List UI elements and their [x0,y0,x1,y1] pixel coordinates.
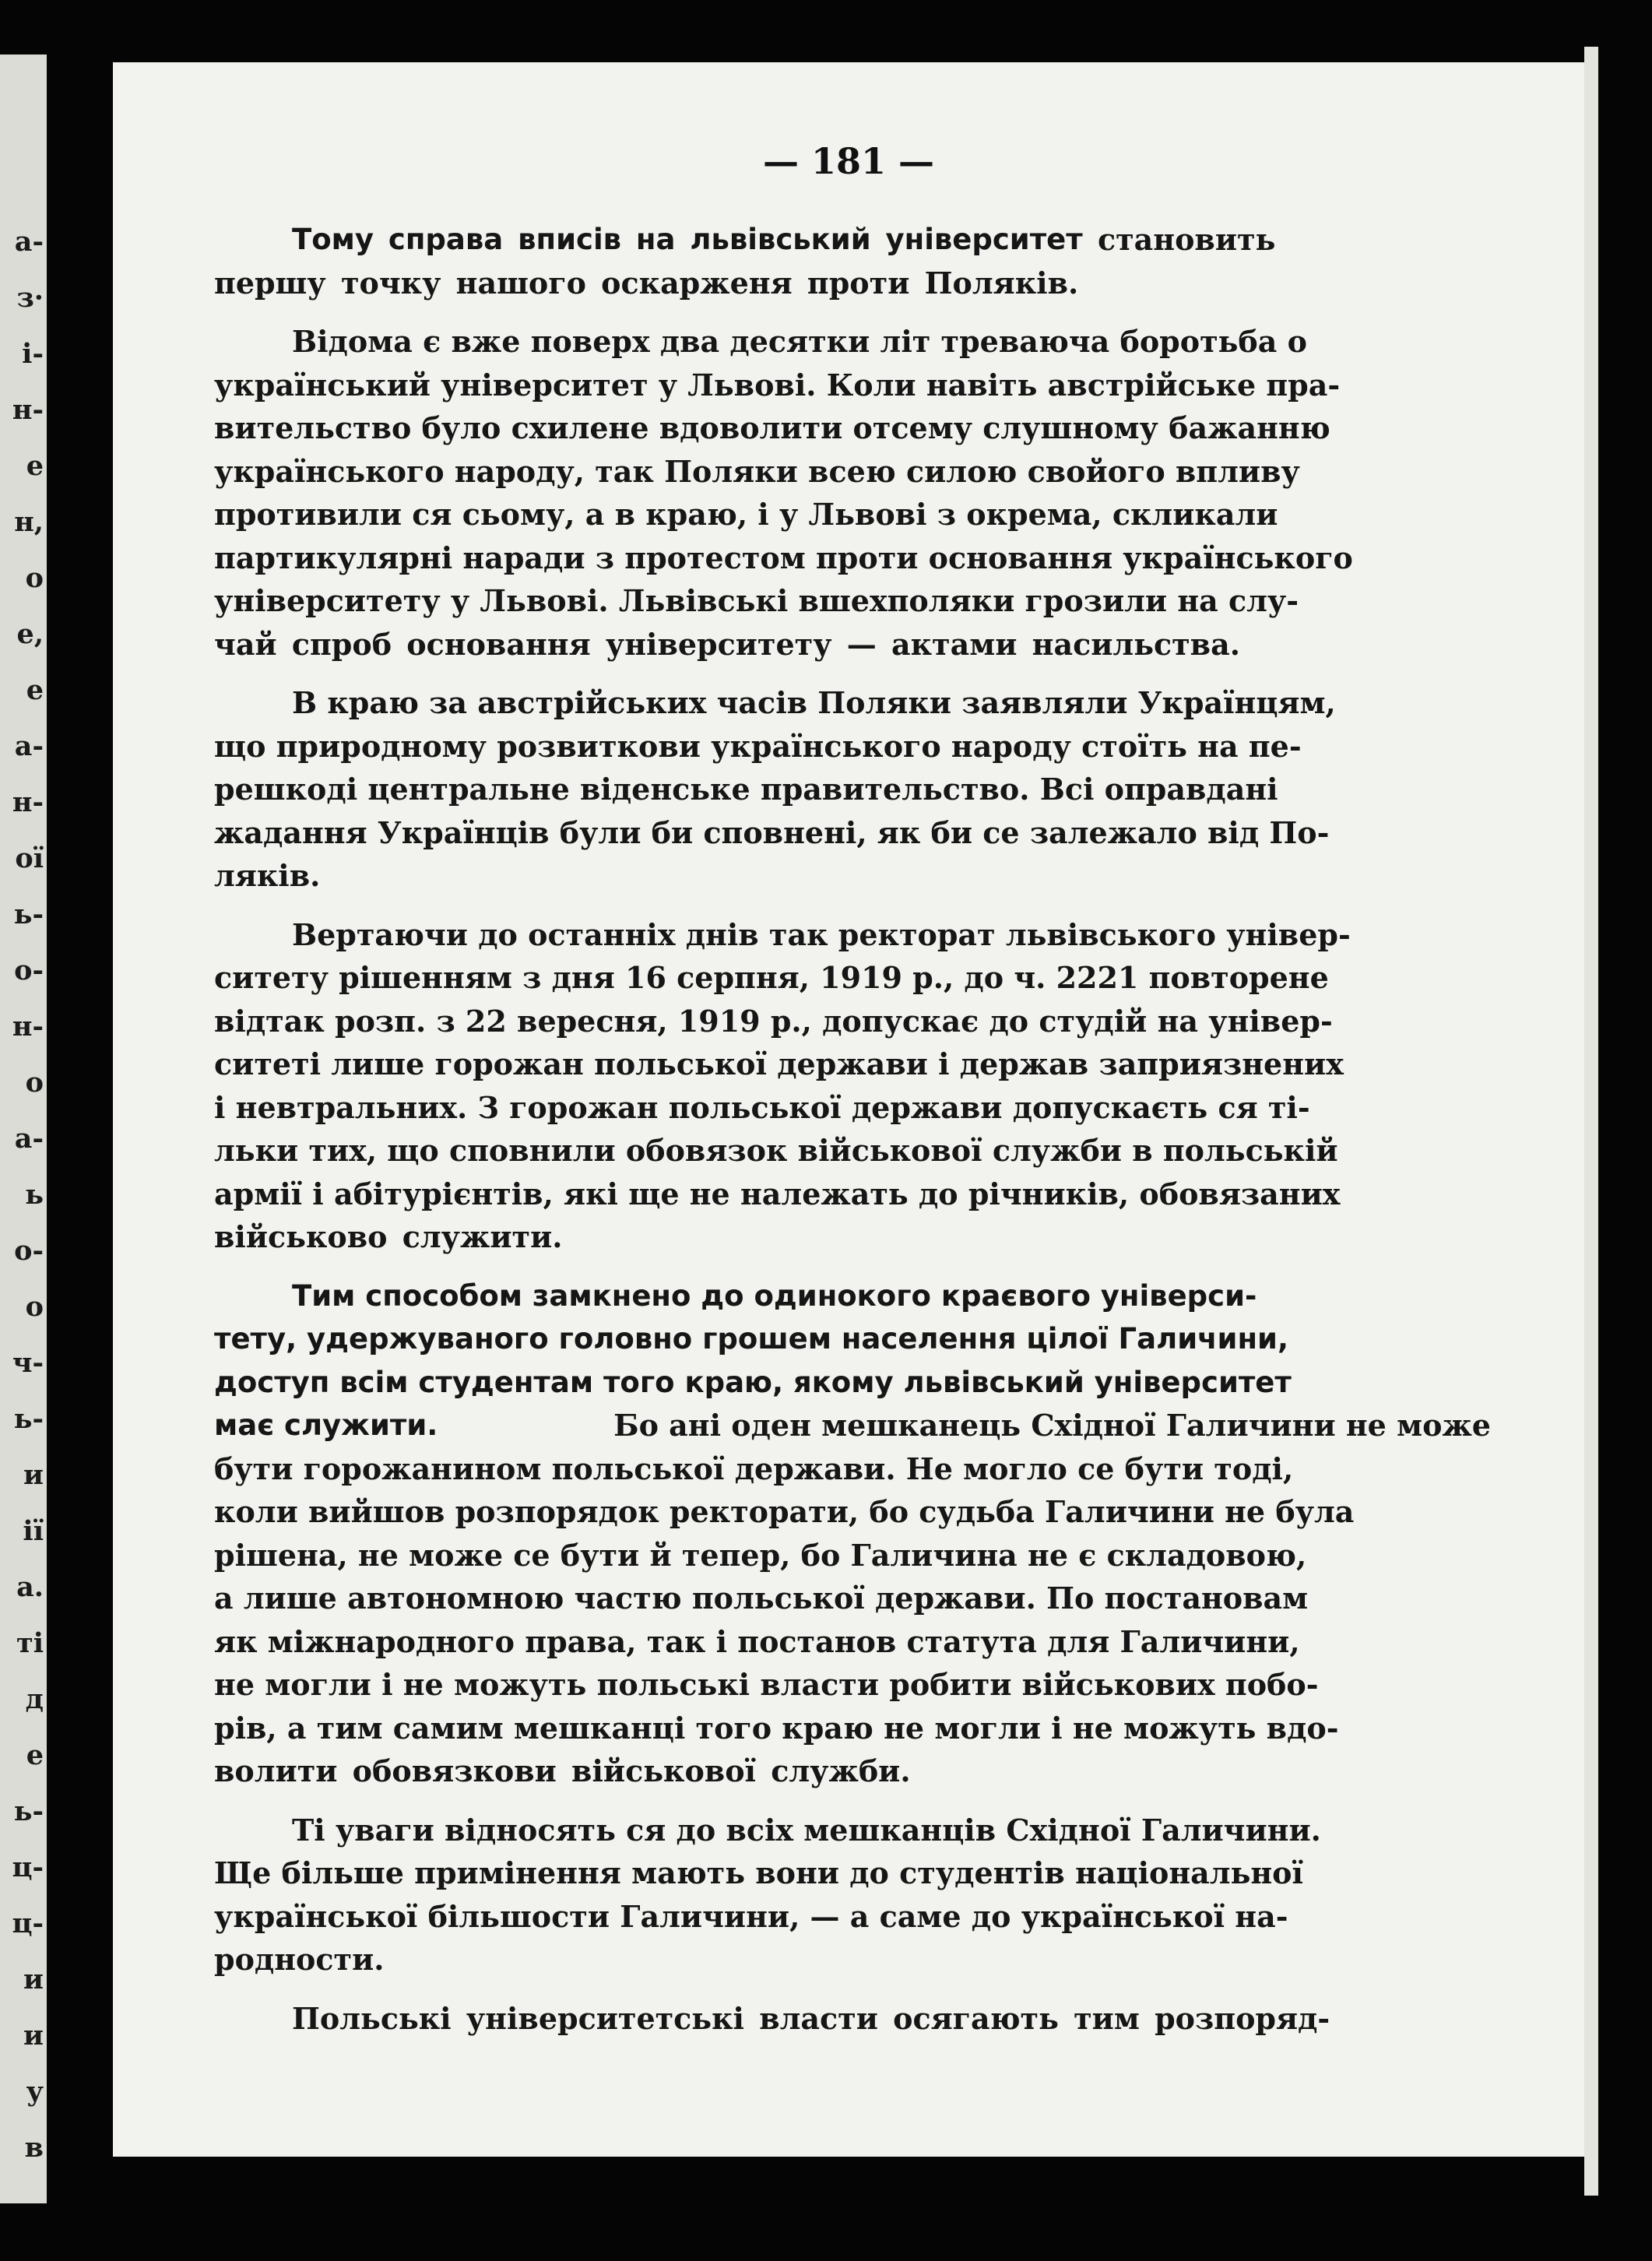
text-line [214,450,1491,494]
left-page-fragment: о [25,1067,44,1099]
left-page-fragment: ч- [12,1347,44,1379]
left-page-fragment: в [24,2132,44,2164]
text-line [214,1000,1491,1043]
text-line [214,1809,1491,1852]
text-line [214,320,1491,364]
line-text: вительство було схилене вдоволити отсему слушному бажанню [214,410,1330,445]
emphasis-span: Тому справа вписів на львівський університет [292,223,1083,256]
text-line [214,854,1491,898]
text-line [214,1275,1491,1318]
left-page-fragment: е [26,450,44,482]
left-page-fragment: і- [22,338,44,370]
left-page-fragment: д [25,1683,44,1715]
left-page-fragment: н, [14,506,44,538]
left-page-fragment: ії [23,1515,44,1547]
text-line [214,1086,1491,1130]
left-page-fragment: и [23,1459,44,1491]
text-line [214,406,1491,450]
line-text: що природному розвиткови українського народу стоїть на пе- [214,728,1302,764]
line-text: чай спроб основання університету — актами насильства. [214,626,1240,662]
emphasis-span: Тим способом замкнено до одинокого краєвого універси- [292,1278,1257,1313]
line-text: ляків. [214,858,321,893]
text-line [214,768,1491,811]
left-page-fragment: е [26,674,44,706]
text-line [214,1215,1491,1259]
book-page [113,62,1584,2157]
text-line [214,725,1491,768]
left-page-fragment: о- [14,1235,44,1267]
line-text: армії і абітурієнтів, які ще не належать до річників, обовязаних [214,1176,1341,1211]
text-line [214,913,1491,957]
text-line [214,364,1491,407]
text-line [214,262,1491,305]
line-text: ситету рішенням з дня 16 серпня, 1919 р., до ч. 2221 повторене [214,960,1329,995]
line-text: першу точку нашого оскарженя проти Поляків. [214,265,1079,301]
line-text: партикулярні наради з протестом проти основання українського [214,540,1353,575]
left-page-fragment: ц- [12,1851,44,1883]
left-page-fragment: о- [14,955,44,986]
line-text: противили ся сьому, а в краю, і у Львові з окрема, скликали [214,497,1278,532]
line-text: становить [1082,222,1276,257]
line-text: а лише автономною частю польської держави. По постановам [214,1581,1309,1616]
line-text: льки тих, що сповнили обовязок військової служби в польській [214,1133,1338,1168]
line-text: жадання Українців були би сповнені, як би се залежало від По- [214,814,1330,850]
text-line [214,1707,1491,1750]
line-text: відтак розп. з 22 вересня, 1919 р., допускає до студій на універ- [214,1003,1333,1039]
text-line [214,536,1491,580]
left-page-fragment: е, [16,618,44,650]
line-text: Вертаючи до останніх днів так ректорат львівського універ- [292,916,1351,952]
text-line [214,1043,1491,1086]
left-page-fragment: ь [25,1179,44,1211]
line-text: і невтральних. З горожан польської держави допускаєть ся ті- [214,1089,1310,1125]
text-line [214,579,1491,623]
line-text: Польські університетські власти осягають тим розпоряд- [292,2000,1330,2036]
left-page-fragment: и [23,1964,44,1996]
line-text: Ще більше примінення мають вони до студентів національної [214,1855,1303,1890]
left-page-fragment: а- [14,730,44,762]
left-page-fragment: ої [15,842,44,874]
line-text: родности. [214,1942,385,1977]
page-number: — 181 — [762,140,935,182]
left-page-fragment: у [26,2076,44,2108]
left-page-fragment: а. [16,1571,44,1603]
left-page-fragment: ь- [13,1403,44,1435]
line-text: Ті уваги відносять ся до всіх мешканців Східної Галичини. [292,1812,1321,1848]
text-line [214,1490,1491,1534]
line-text: рішена, не може се бути й тепер, бо Галичина не є складовою, [214,1537,1307,1573]
line-text: рів, а тим самим мешканці того краю не могли і не можуть вдо- [214,1710,1339,1746]
text-line [214,1663,1491,1707]
text-line [214,1404,1491,1447]
text-line [214,1620,1491,1664]
line-text: не могли і не можуть польські власти робити військових побо- [214,1667,1319,1702]
page-text [214,218,1491,2040]
line-text: Бо ані оден мешканець Східної Галичини не може [603,1408,1491,1443]
left-page-fragment: ь- [13,1795,44,1827]
left-page-fragment: ті [16,1627,44,1659]
left-page-fragment: н- [12,1011,44,1043]
next-page-edge [1584,47,1598,2196]
text-line [214,1997,1491,2041]
text-line [214,1534,1491,1577]
left-page-fragment: н- [12,394,44,426]
line-text: В краю за австрійських часів Поляки заявляли Українцям, [292,685,1336,720]
text-line [214,1361,1491,1405]
text-line [214,493,1491,536]
text-line [214,1447,1491,1491]
line-text: бути горожанином польської держави. Не могло се бути тоді, [214,1450,1294,1486]
text-line [214,1851,1491,1895]
text-line [214,623,1491,666]
text-line [214,1173,1491,1216]
line-text: українського народу, так Поляки всею силою свойого впливу [214,453,1300,489]
left-page-fragment: ь- [13,898,44,930]
text-line [214,811,1491,855]
text-line [214,1938,1491,1981]
text-line [214,1577,1491,1620]
left-page-fragment: и [23,2020,44,2052]
text-line [214,1749,1491,1793]
left-page-fragment: е [26,1739,44,1771]
text-line [214,681,1491,725]
left-page-fragment: ц- [12,1908,44,1939]
left-page-fragment: н- [12,786,44,818]
left-page-fragment: а- [14,226,44,258]
left-page-fragment: о [25,562,44,594]
left-page-fragment: о [25,1291,44,1323]
emphasis-span: доступ всім студентам того краю, якому львівський університет [214,1365,1292,1399]
line-text: Відома є вже поверх два десятки літ треваюча боротьба о [292,324,1307,359]
line-text: української більшости Галичини, — а саме до української на- [214,1898,1288,1934]
line-text: український університет у Львові. Коли навіть австрійське пра- [214,367,1341,403]
text-line [214,956,1491,1000]
left-page-fragment: а- [14,1123,44,1155]
text-line [214,1129,1491,1173]
text-line [214,1895,1491,1939]
line-text: волити обовязкови військової служби. [214,1753,911,1788]
previous-page-edge [0,55,47,2203]
line-text: коли вийшов розпорядок ректорати, бо судьба Галичини не була [214,1494,1355,1529]
emphasis-span: тету, удержуваного головно грошем населення цілої Галичини, [214,1322,1289,1356]
text-line [214,218,1491,262]
text-line [214,1317,1491,1361]
line-text: як міжнародного права, так і постанов статута для Галичини, [214,1623,1300,1659]
line-text: решкоді центральне віденське правительство. Всі оправдані [214,772,1278,807]
line-text: військово служити. [214,1219,563,1254]
line-text: ситеті лише горожан польської держави і держав заприязнених [214,1046,1344,1081]
line-text: університету у Львові. Львівські вшехполяки грозили на слу- [214,583,1299,618]
left-page-fragment: з· [16,282,44,314]
emphasis-span: має служити. [214,1408,438,1442]
